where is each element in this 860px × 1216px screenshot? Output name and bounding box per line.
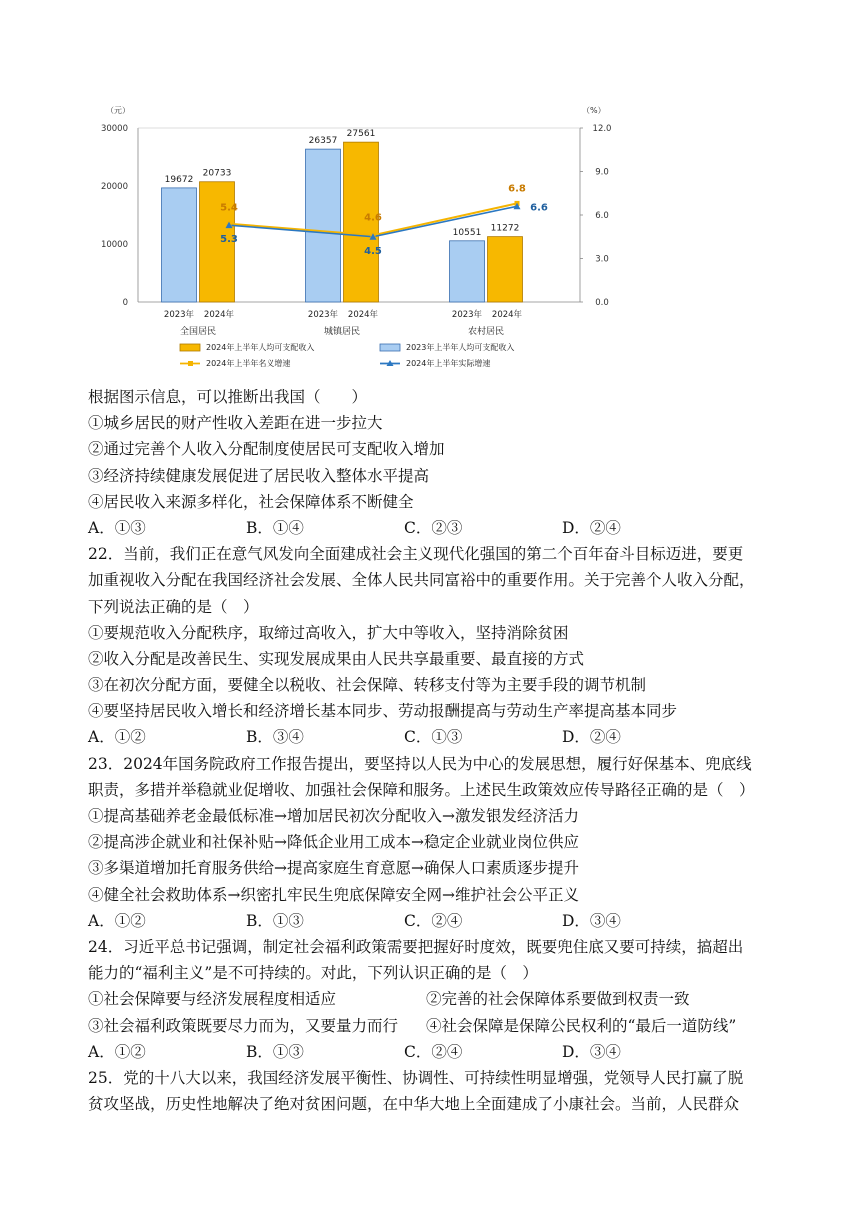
nominal-growth-label: 5.4 (220, 202, 238, 214)
q23-options (88, 908, 778, 934)
q21-item-4: ④居民收入来源多样化，社会保障体系不断健全 (88, 492, 414, 511)
q21-option-c[interactable]: C．②③ (404, 518, 463, 537)
category-label: 全国居民 (179, 327, 217, 337)
q23-stem-line-2: 职责，多措并举稳就业促增收、加强社会保障和服务。上述民生政策效应传导路径正确的是（ ） (88, 780, 755, 799)
q23-item-2: ②提高涉企就业和社保补贴→降低企业用工成本→稳定企业就业岗位供应 (88, 833, 579, 852)
q23-item-4: ④健全社会救助体系→织密扎牢民生兜底保障安全网→维护社会公平正义 (88, 885, 579, 904)
left-tick-label: 10000 (100, 240, 128, 250)
right-axis-unit: （%） (582, 106, 606, 115)
q21-stem: 根据图示信息，可以推断出我国（ ） (88, 388, 368, 406)
q22-option-d[interactable]: D．②④ (562, 728, 621, 747)
real-growth-label: 5.3 (220, 234, 238, 246)
category-label: 农村居民 (467, 327, 505, 337)
q22-item-1: ①要规范收入分配秩序，取缔过高收入，扩大中等收入，坚持消除贫困 (88, 623, 569, 642)
q21-option-b[interactable]: B．①④ (246, 518, 304, 537)
bar-label-2024: 11272 (490, 223, 520, 234)
bar-2023 (450, 241, 485, 302)
year-label-2023: 2023年 (307, 310, 339, 320)
legend-label: 2023年上半年人均可支配收入 (406, 343, 515, 352)
q23-option-b[interactable]: B．①③ (246, 911, 304, 930)
bar-2024 (488, 237, 523, 302)
year-label-2024: 2024年 (203, 310, 235, 320)
q24-items-row-2 (88, 1013, 778, 1039)
q22-options (88, 724, 778, 750)
year-label-2023: 2023年 (451, 310, 483, 320)
right-tick-label: 0.0 (595, 298, 609, 308)
q24-items-row-1 (88, 986, 778, 1012)
right-tick-label: 9.0 (595, 167, 609, 178)
q22-stem-line-3: 下列说法正确的是（ ） (88, 597, 259, 616)
bar-label-2024: 20733 (202, 168, 232, 179)
q24-item-2: ②完善的社会保障体系要做到权责一致 (426, 990, 690, 1009)
q24-item-3: ③社会福利政策既要尽力而为，又要量力而行 (88, 1016, 399, 1035)
bar-2023 (162, 188, 197, 302)
q23-option-d[interactable]: D．③④ (562, 911, 621, 930)
q24-option-a[interactable]: A．①② (88, 1042, 146, 1061)
bar-label-2023: 26357 (308, 136, 338, 147)
left-axis-ticks (101, 124, 128, 308)
year-label-2024: 2024年 (347, 310, 379, 320)
q24-item-4: ④社会保障是保障公民权利的“最后一道防线” (426, 1016, 737, 1035)
q22-item-4: ④要坚持居民收入增长和经济增长基本同步、劳动报酬提高与劳动生产率提高基本同步 (88, 702, 678, 721)
left-axis-unit: （元） (106, 106, 130, 115)
left-tick-label: 0 (122, 298, 128, 308)
nominal-growth-label: 6.8 (508, 183, 526, 195)
q22-option-c[interactable]: C．①③ (404, 728, 463, 747)
q22-option-b[interactable]: B．③④ (246, 728, 304, 747)
q24-item-1: ①社会保障要与经济发展程度相适应 (88, 990, 337, 1009)
q25-stem-line-2: 贫攻坚战，历史性地解决了绝对贫困问题，在中华大地上全面建成了小康社会。当前，人民群众 (88, 1095, 740, 1114)
q22-item-3: ③在初次分配方面，要健全以税收、社会保障、转移支付等为主要手段的调节机制 (88, 676, 647, 695)
legend-marker (188, 361, 193, 366)
q22-item-2: ②收入分配是改善民生、实现发展成果由人民共享最重要、最直接的方式 (88, 649, 585, 668)
q23-item-1: ①提高基础养老金最低标准→增加居民初次分配收入→激发银发经济活力 (88, 807, 579, 825)
real-growth-label: 6.6 (530, 202, 548, 214)
q21-option-d[interactable]: D．②④ (562, 518, 621, 537)
bar-label-2024: 27561 (346, 129, 376, 140)
q24-stem-line-2: 能力的“福利主义”是不可持续的。对此，下列认识正确的是（ ） (88, 964, 538, 983)
nominal-growth-label: 4.6 (364, 212, 382, 224)
q21-item-3: ③经济持续健康发展促进了居民收入整体水平提高 (88, 466, 430, 485)
q24-option-d[interactable]: D．③④ (562, 1042, 621, 1061)
year-label-2024: 2024年 (491, 310, 523, 320)
q23-option-a[interactable]: A．①② (88, 911, 146, 930)
q22-stem-line-1: 22．当前，我们正在意气风发向全面建成社会主义现代化强国的第二个百年奋斗目标迈进，要更 (88, 545, 744, 564)
bar-label-2023: 19672 (164, 174, 194, 185)
q24-options (88, 1039, 778, 1065)
right-tick-label: 3.0 (595, 254, 609, 265)
q22-stem-line-2: 加重视收入分配在我国经济社会发展、全体人民共同富裕中的重要作用。关于完善个人收入分配， (88, 571, 755, 590)
q24-stem-line-1: 24．习近平总书记强调，制定社会福利政策需要把握好时度效，既要兜住底又要可持续，搞超出 (88, 937, 744, 956)
q23-option-c[interactable]: C．②④ (404, 911, 463, 930)
left-tick-label: 30000 (100, 124, 128, 134)
category-label: 城镇居民 (323, 327, 361, 337)
legend-label: 2024年上半年人均可支配收入 (206, 343, 315, 352)
q21-options (88, 515, 778, 541)
question-text (88, 384, 778, 1117)
legend (180, 342, 514, 368)
q25-stem-line-1: 25．党的十八大以来，我国经济发展平衡性、协调性、可持续性明显增强，党领导人民打赢了脱 (88, 1068, 744, 1087)
q21-item-1: ①城乡居民的财产性收入差距在进一步拉大 (88, 414, 383, 433)
q23-stem-line-1: 23．2024年国务院政府工作报告提出，要坚持以人民为中心的发展思想，履行好保基本、兜底线 (88, 754, 752, 773)
legend-swatch (380, 344, 400, 351)
x-axis-labels (164, 309, 523, 337)
q23-item-3: ③多渠道增加托育服务供给→提高家庭生育意愿→确保人口素质逐步提升 (88, 859, 579, 878)
q24-option-b[interactable]: B．①③ (246, 1042, 304, 1061)
bars (162, 142, 523, 302)
q21-item-2: ②通过完善个人收入分配制度使居民可支配收入增加 (88, 440, 445, 459)
left-tick-label: 20000 (100, 182, 128, 192)
real-growth-label: 4.5 (364, 245, 382, 257)
year-label-2023: 2023年 (163, 310, 195, 320)
legend-label: 2024年上半年名义增速 (206, 359, 291, 368)
income-chart (100, 100, 620, 385)
bar-2023 (306, 149, 341, 302)
q24-option-c[interactable]: C．②④ (404, 1042, 463, 1061)
right-tick-label: 6.0 (595, 211, 609, 221)
legend-label: 2024年上半年实际增速 (406, 359, 491, 368)
q21-option-a[interactable]: A．①③ (88, 518, 146, 537)
legend-swatch (180, 344, 200, 351)
right-tick-label: 12.0 (592, 124, 612, 134)
bar-label-2023: 10551 (452, 227, 482, 238)
q22-option-a[interactable]: A．①② (88, 728, 146, 747)
right-axis-ticks (580, 124, 611, 308)
